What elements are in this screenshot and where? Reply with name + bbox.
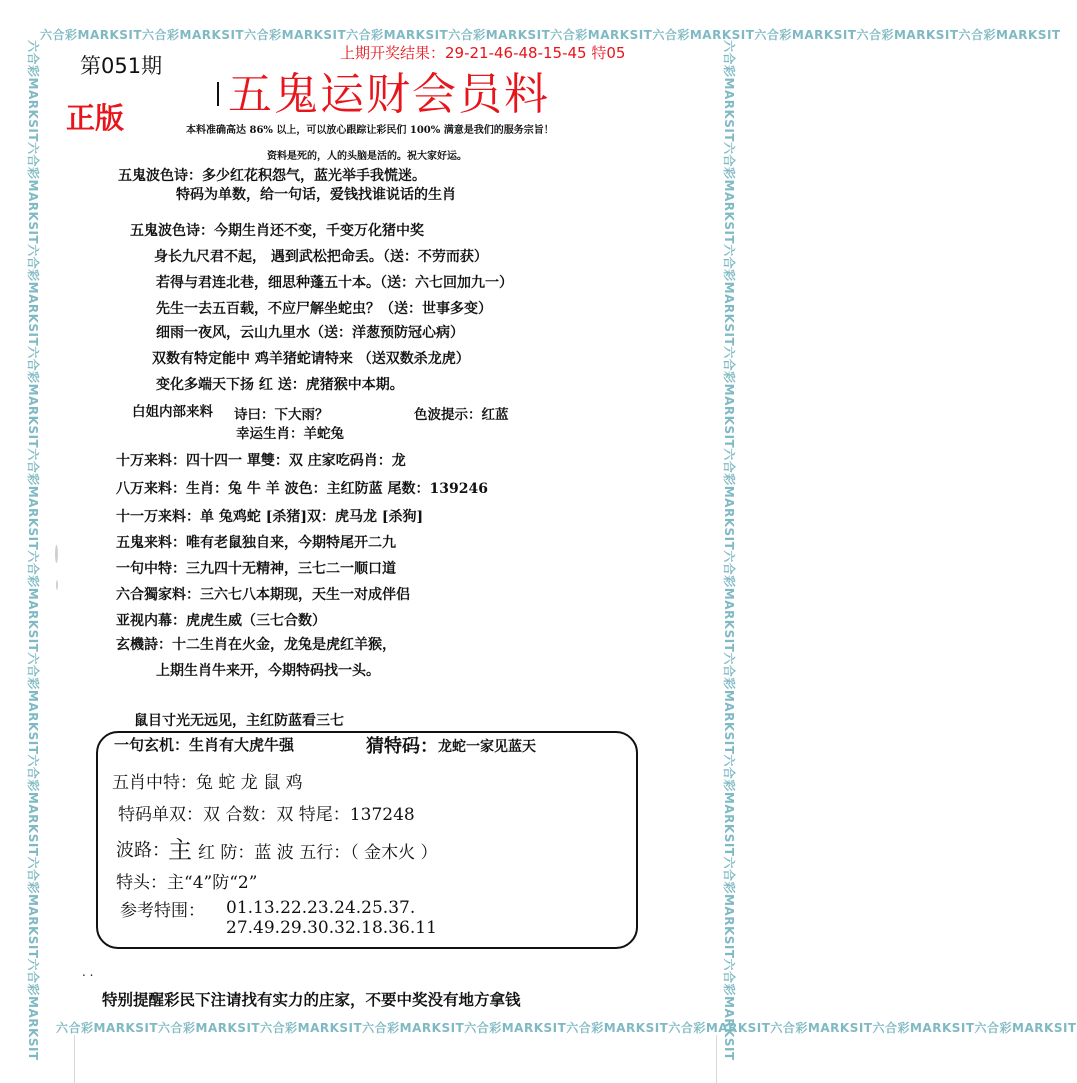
poem-1-line-1: 五鬼波色诗：多少红花积怨气，蓝光举手我慌迷。	[118, 168, 426, 184]
poem-2-line: 细雨一夜风，云山九里水（送：洋葱预防冠心病）	[156, 325, 464, 341]
internal-poem: 诗曰：下大雨？	[234, 407, 329, 423]
box-riddle: 一句玄机：生肖有大虎牛强	[114, 736, 295, 754]
scan-mark	[56, 580, 58, 590]
color-hint: 色波提示：红蓝	[414, 407, 509, 423]
poem-2-line: 若得与君连北巷，细思种蓬五十本。（送：六七回加九一）	[156, 275, 513, 291]
item-five-ghost: 五鬼来料：唯有老鼠独自来，今期特尾开二九	[116, 535, 396, 551]
lucky-zodiac: 幸运生肖：羊蛇兔	[236, 426, 344, 442]
border-watermark-bottom: 六合彩MARKSIT六合彩MARKSIT六合彩MARKSIT六合彩MARKSIT六合彩MARKSIT六合彩MARKSIT六合彩MARKSIT六合彩MARKSIT六合彩MARKSIT六合彩MARKSIT	[56, 1021, 1077, 1035]
poem-1-line-2: 特码为单数，给一句话，爱钱找谁说话的生肖	[176, 187, 456, 203]
poem-2-line: 双数有特定能中 鸡羊猪蛇请特来 （送双数杀龙虎）	[152, 351, 470, 367]
poem-2-line: 身长九尺君不起， 遇到武松把命丢。（送：不劳而获）	[154, 249, 488, 265]
item-one-line: 一句中特：三九四十无精神，三七二一顺口道	[116, 561, 396, 577]
disclaimer-accuracy: 本料准确高达 86% 以上，可以放心跟踪让彩民们 100% 满意是我们的服务宗旨！	[186, 125, 554, 136]
item-mystic-poem: 玄機詩：十二生肖在火金，龙兔是虎红羊猴，	[116, 637, 396, 653]
scan-mark	[55, 545, 58, 563]
wave-rest: 红 防：蓝 波 五行：（ 金木火 ）	[198, 843, 438, 863]
guess-value: 龙蛇一家见蓝天	[438, 739, 536, 755]
item-100k: 十万来料：四十四一 單雙：双 庄家吃码肖：龙	[116, 453, 406, 469]
border-watermark-top: 六合彩MARKSIT六合彩MARKSIT六合彩MARKSIT六合彩MARKSIT六合彩MARKSIT六合彩MARKSIT六合彩MARKSIT六合彩MARKSIT六合彩MARKSIT六合彩MARKSIT	[40, 28, 1061, 42]
special-head: 特头：主“4”防“2”	[116, 873, 258, 893]
page-title: 五鬼运财会员料	[228, 69, 550, 120]
item-exclusive: 六合獨家料：三六七八本期现，天生一对成伴侣	[116, 587, 410, 603]
tip-line: 鼠目寸光无远见，主红防蓝看三七	[134, 713, 344, 729]
page-edge-left	[74, 1035, 75, 1083]
item-atv-inside: 亚视内幕：虎虎生威（三七合数）	[116, 613, 326, 629]
border-watermark-left: 六合彩MARKSIT六合彩MARKSIT六合彩MARKSIT六合彩MARKSIT六合彩MARKSIT六合彩MARKSIT六合彩MARKSIT六合彩MARKSIT六合彩MARKSIT六合彩MARKSIT	[26, 40, 40, 1061]
poem-2-title: 五鬼波色诗：今期生肖还不变，千变万化猪中奖	[130, 223, 424, 239]
wave-label: 波路：	[116, 840, 170, 861]
guess-label: 猜特码：	[366, 736, 438, 757]
poem-2-line: 先生一去五百载，不应尸解坐蛇虫？（送：世事多变）	[156, 301, 492, 317]
authentic-stamp: 正版	[66, 101, 125, 135]
internal-label: 白姐内部来料	[132, 404, 213, 420]
item-80k: 八万来料：生肖：兔 牛 羊 波色：主红防蓝 尾数：139246	[116, 481, 488, 497]
odd-even-line: 特码单双：双 合数：双 特尾：137248	[118, 805, 415, 825]
border-watermark-right: 六合彩MARKSIT六合彩MARKSIT六合彩MARKSIT六合彩MARKSIT六合彩MARKSIT六合彩MARKSIT六合彩MARKSIT六合彩MARKSIT六合彩MARKSIT六合彩MARKSIT	[722, 40, 736, 1061]
item-110k: 十一万来料：单 兔鸡蛇 [杀猪]双：虎马龙 [杀狗]	[116, 509, 424, 525]
five-zodiac: 兔 蛇 龙 鼠 鸡	[196, 773, 303, 793]
disclaimer-luck: 资料是死的，人的头脑是活的。祝大家好运。	[267, 151, 467, 162]
page-edge-right	[716, 1035, 717, 1083]
ref-numbers-2: 27.49.29.30.32.18.36.11	[226, 918, 437, 938]
footer-dots: . .	[82, 965, 94, 979]
wave-main: 主	[168, 836, 192, 864]
issue-number: 第051期	[80, 54, 163, 78]
ref-numbers-1: 01.13.22.23.24.25.37.	[226, 898, 416, 918]
last-draw-result: 上期开奖结果：29-21-46-48-15-45 特05	[340, 44, 626, 62]
poem-2-line: 变化多端天下扬 红 送：虎猪猴中本期。	[156, 377, 404, 393]
title-bar	[217, 82, 219, 106]
five-zodiac-label: 五肖中特：	[112, 773, 197, 793]
footer-warning: 特别提醒彩民下注请找有实力的庄家，不要中奖没有地方拿钱	[102, 990, 521, 1009]
item-mystic-poem-2: 上期生肖牛来开，今期特码找一头。	[156, 663, 380, 679]
ref-label: 参考特围：	[120, 901, 205, 921]
